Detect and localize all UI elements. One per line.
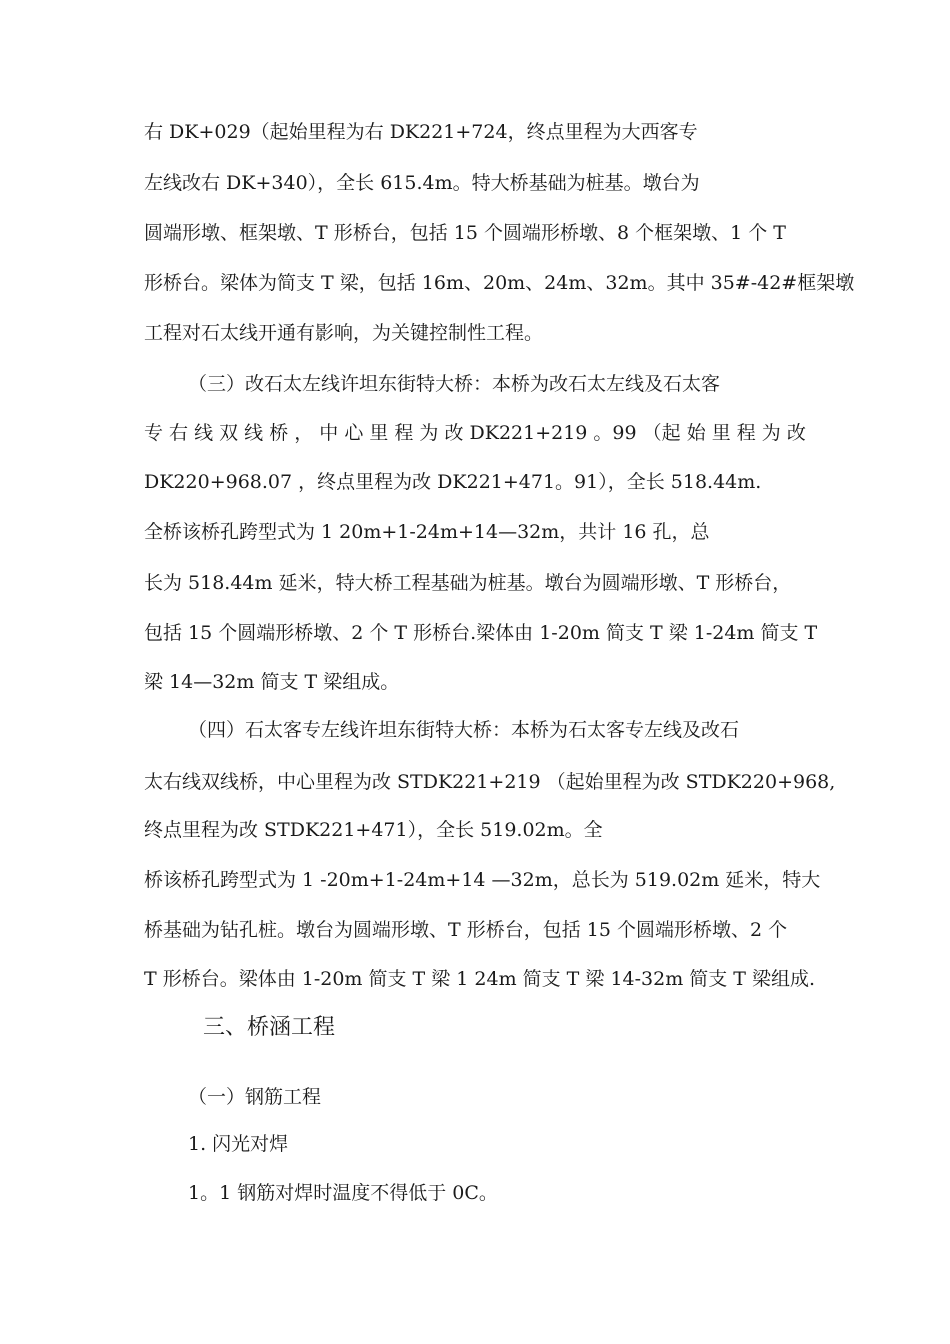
paragraph-line: DK220+968.07 ，终点里程为改 DK221+471。91），全长 518.44m. [144, 471, 762, 493]
paragraph-line: 工程对石太线开通有影响，为关键控制性工程。 [144, 322, 544, 344]
paragraph-line: T 形桥台。梁体由 1-20m 简支 T 梁 1 24m 简支 T 梁 14-32m 简支 T 梁组成. [144, 968, 816, 990]
paragraph-line: 形桥台。梁体为简支 T 梁，包括 16m、20m、24m、32m。其中 35#-42#框架墩 [144, 272, 855, 294]
subsection-heading: （一）钢筋工程 [188, 1086, 322, 1108]
paragraph-line: 梁 14—32m 简支 T 梁组成。 [144, 671, 400, 693]
paragraph-line: 太右线双线桥，中心里程为改 STDK221+219 （起始里程为改 STDK220+968, [144, 771, 836, 793]
section-intro-line: （三）改石太左线许坦东街特大桥：本桥为改石太左线及石太客 [188, 373, 721, 395]
paragraph-line: 全桥该桥孔跨型式为 1 20m+1-24m+14—32m，共计 16 孔，总 [144, 521, 710, 543]
paragraph-line: 桥基础为钻孔桩。墩台为圆端形墩、T 形桥台，包括 15 个圆端形桥墩、2 个 [144, 919, 788, 941]
paragraph-line: 桥该桥孔跨型式为 1 -20m+1-24m+14 —32m，总长为 519.02m 延米，特大 [144, 869, 821, 891]
paragraph-line: 左线改右 DK+340），全长 615.4m。特大桥基础为桩基。墩台为 [144, 172, 700, 194]
section-intro-line: （四）石太客专左线许坦东街特大桥：本桥为石太客专左线及改石 [188, 719, 740, 741]
section-heading: 三、桥涵工程 [203, 1015, 336, 1040]
paragraph-line: 右 DK+029（起始里程为右 DK221+724，终点里程为大西客专 [144, 121, 698, 143]
paragraph-line: 长为 518.44m 延米，特大桥工程基础为桩基。墩台为圆端形墩、T 形桥台， [144, 572, 792, 594]
paragraph-line: 终点里程为改 STDK221+471），全长 519.02m。全 [144, 819, 603, 841]
numbered-item: 1。1 钢筋对焊时温度不得低于 0C。 [188, 1182, 498, 1204]
paragraph-line: 包括 15 个圆端形桥墩、2 个 T 形桥台.梁体由 1-20m 简支 T 梁 1-24m 简支 T [144, 622, 818, 644]
numbered-item: 1. 闪光对焊 [188, 1133, 289, 1155]
paragraph-line: 圆端形墩、框架墩、T 形桥台，包括 15 个圆端形桥墩、8 个框架墩、1 个 T [144, 222, 786, 244]
paragraph-line: 专 右 线 双 线 桥 ， 中 心 里 程 为 改 DK221+219 。99 （起 始 里 程 为 改 [144, 422, 806, 444]
